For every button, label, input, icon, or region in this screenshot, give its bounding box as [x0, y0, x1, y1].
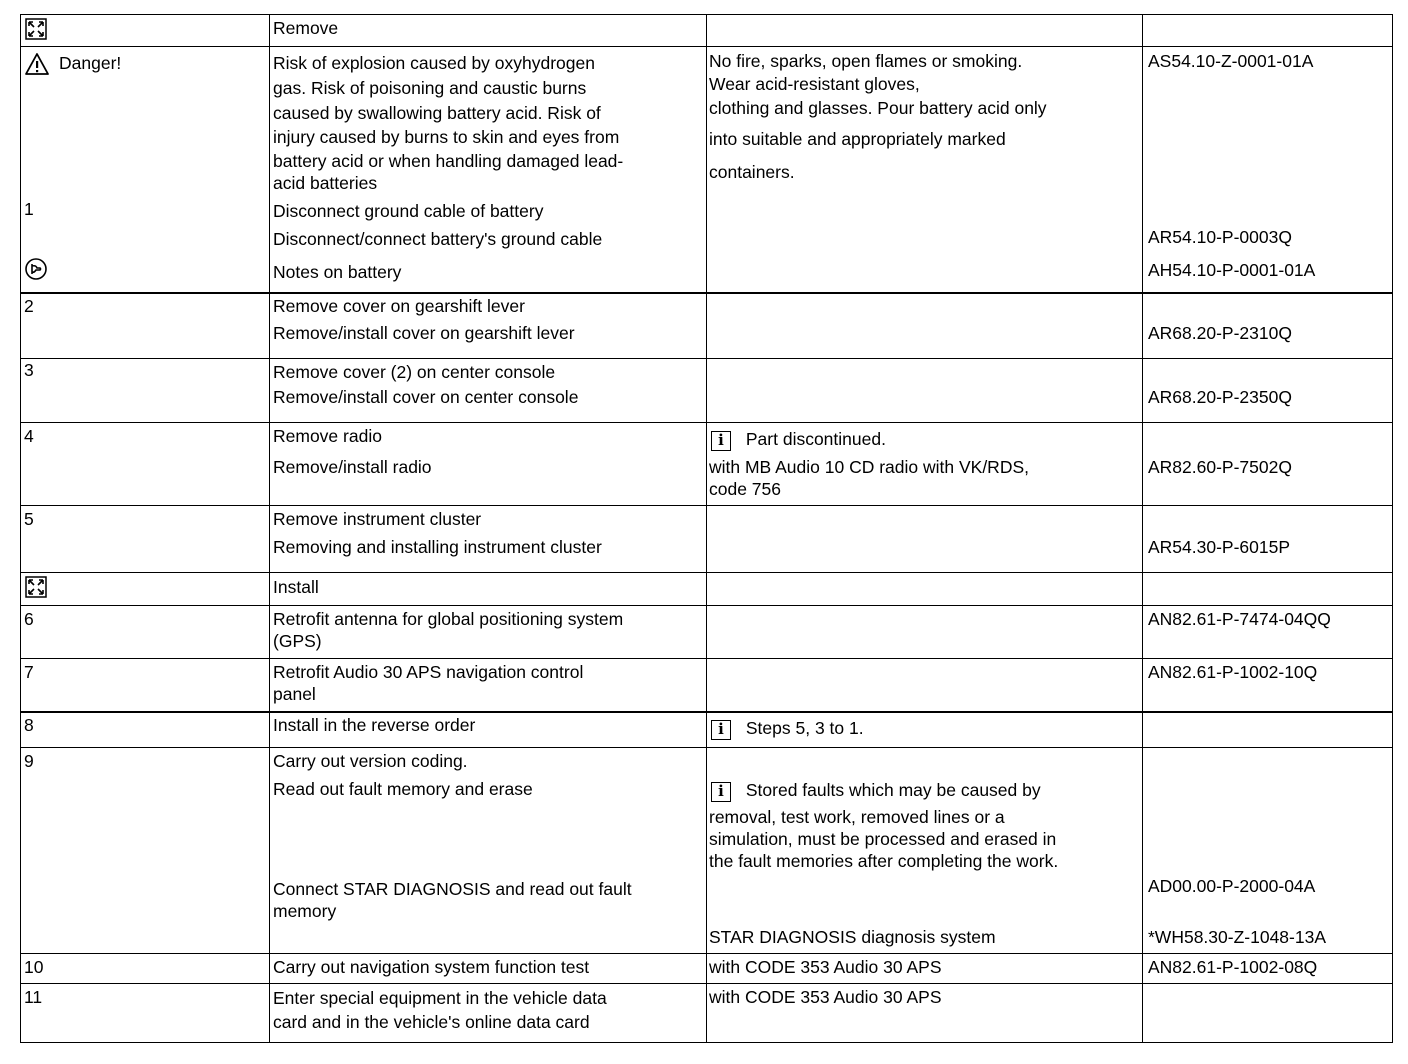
- row-divider: [21, 46, 1392, 47]
- step-condition: with MB Audio 10 CD radio with VK/RDS,: [709, 457, 1029, 477]
- danger-text-line: acid batteries: [273, 173, 378, 193]
- info-text: simulation, must be processed and erased in: [709, 829, 1057, 849]
- notes-hand-icon: [24, 257, 48, 286]
- step-title: Remove cover on gearshift lever: [273, 296, 525, 316]
- info-icon: i: [711, 431, 731, 451]
- danger-measure-line: No fire, sparks, open flames or smoking.: [709, 51, 1023, 71]
- step-reference: AR54.30-P-6015P: [1148, 537, 1291, 557]
- column-divider: [269, 15, 270, 1042]
- step-reference: AN82.61-P-1002-08Q: [1148, 957, 1318, 977]
- step-title: (GPS): [273, 631, 322, 651]
- step-title: Remove radio: [273, 426, 382, 446]
- danger-text-line: caused by swallowing battery acid. Risk of: [273, 103, 601, 123]
- step-number: 7: [24, 662, 34, 682]
- step-reference: AR82.60-P-7502Q: [1148, 457, 1292, 477]
- step-number: 10: [24, 957, 44, 977]
- info-line: [711, 779, 1041, 802]
- row-divider: [21, 983, 1392, 984]
- row-divider: [21, 658, 1392, 659]
- step-title: Carry out navigation system function test: [273, 957, 590, 977]
- step-subtask: Remove/install cover on gearshift lever: [273, 323, 575, 343]
- step-title: panel: [273, 684, 316, 704]
- danger-text-line: Risk of explosion caused by oxyhydrogen: [273, 53, 595, 73]
- danger-label: Danger!: [59, 53, 122, 73]
- step-reference: *WH58.30-Z-1048-13A: [1148, 927, 1326, 947]
- row-divider: [21, 292, 1392, 294]
- row-divider: [21, 572, 1392, 573]
- danger-text-line: gas. Risk of poisoning and caustic burns: [273, 78, 587, 98]
- info-line: [711, 428, 886, 451]
- column-divider: [1142, 15, 1143, 1042]
- step-subtask: Remove/install cover on center console: [273, 387, 579, 407]
- danger-measure-line: containers.: [709, 162, 795, 182]
- step-condition: with CODE 353 Audio 30 APS: [709, 957, 942, 977]
- info-text: Stored faults which may be caused by: [745, 780, 1041, 800]
- info-text: the fault memories after completing the work.: [709, 851, 1059, 871]
- step-number: 5: [24, 509, 34, 529]
- info-text: Part discontinued.: [745, 429, 886, 449]
- row-divider: [21, 605, 1392, 606]
- step-condition: code 756: [709, 479, 782, 499]
- step-number: 11: [24, 987, 43, 1007]
- info-icon: i: [711, 720, 731, 740]
- step-number: 6: [24, 609, 34, 629]
- step-title: Remove instrument cluster: [273, 509, 482, 529]
- step-number: 2: [24, 296, 34, 316]
- remove-install-icon: [25, 576, 47, 603]
- step-number: 9: [24, 751, 34, 771]
- step-title: Disconnect ground cable of battery: [273, 201, 544, 221]
- step-reference: AR54.10-P-0003Q: [1148, 227, 1292, 247]
- step-reference: AN82.61-P-1002-10Q: [1148, 662, 1318, 682]
- row-divider: [21, 747, 1392, 748]
- step-note-link[interactable]: Notes on battery: [273, 262, 402, 282]
- step-title: Retrofit Audio 30 APS navigation control: [273, 662, 584, 682]
- step-subtask: Read out fault memory and erase: [273, 779, 533, 799]
- section-remove-label: Remove: [273, 18, 339, 38]
- info-text: removal, test work, removed lines or a: [709, 807, 1005, 827]
- row-divider: [21, 422, 1392, 423]
- step-subtask: Remove/install radio: [273, 457, 432, 477]
- danger-text-line: injury caused by burns to skin and eyes from: [273, 127, 620, 147]
- step-subtask: Connect STAR DIAGNOSIS and read out fault: [273, 879, 632, 899]
- row-divider: [21, 711, 1392, 713]
- row-divider: [21, 953, 1392, 954]
- step-subtask: Disconnect/connect battery's ground cable: [273, 229, 603, 249]
- step-number: 8: [24, 715, 34, 735]
- info-line: [711, 717, 864, 740]
- section-install-label: Install: [273, 577, 319, 597]
- danger-measure-line: into suitable and appropriately marked: [709, 129, 1006, 149]
- procedure-table: [20, 14, 1393, 1043]
- step-reference: AR68.20-P-2350Q: [1148, 387, 1292, 407]
- danger-reference: AS54.10-Z-0001-01A: [1148, 51, 1314, 71]
- remove-install-icon: [25, 18, 47, 45]
- step-reference: AN82.61-P-7474-04QQ: [1148, 609, 1331, 629]
- step-title: Install in the reverse order: [273, 715, 476, 735]
- step-number: 4: [24, 426, 34, 446]
- row-divider: [21, 358, 1392, 359]
- step-reference: AH54.10-P-0001-01A: [1148, 260, 1316, 280]
- step-title: Retrofit antenna for global positioning system: [273, 609, 624, 629]
- column-divider: [706, 15, 707, 1042]
- step-number: 1: [24, 199, 34, 219]
- danger-measure-line: clothing and glasses. Pour battery acid only: [709, 98, 1047, 118]
- step-title: card and in the vehicle's online data card: [273, 1012, 590, 1032]
- step-title: Enter special equipment in the vehicle data: [273, 988, 607, 1008]
- step-number: 3: [24, 360, 34, 380]
- danger-measure-line: Wear acid-resistant gloves,: [709, 74, 920, 94]
- step-condition: with CODE 353 Audio 30 APS: [709, 987, 942, 1007]
- step-tool: STAR DIAGNOSIS diagnosis system: [709, 927, 996, 947]
- step-title: Remove cover (2) on center console: [273, 362, 556, 382]
- warning-triangle-icon: [24, 52, 50, 81]
- danger-text-line: battery acid or when handling damaged lead-: [273, 151, 624, 171]
- step-subtask: memory: [273, 901, 337, 921]
- info-icon: i: [711, 782, 731, 802]
- row-divider: [21, 505, 1392, 506]
- step-reference: AD00.00-P-2000-04A: [1148, 876, 1316, 896]
- step-reference: AR68.20-P-2310Q: [1148, 323, 1292, 343]
- step-subtask: Removing and installing instrument cluster: [273, 537, 602, 557]
- info-text: Steps 5, 3 to 1.: [745, 718, 864, 738]
- step-title: Carry out version coding.: [273, 751, 468, 771]
